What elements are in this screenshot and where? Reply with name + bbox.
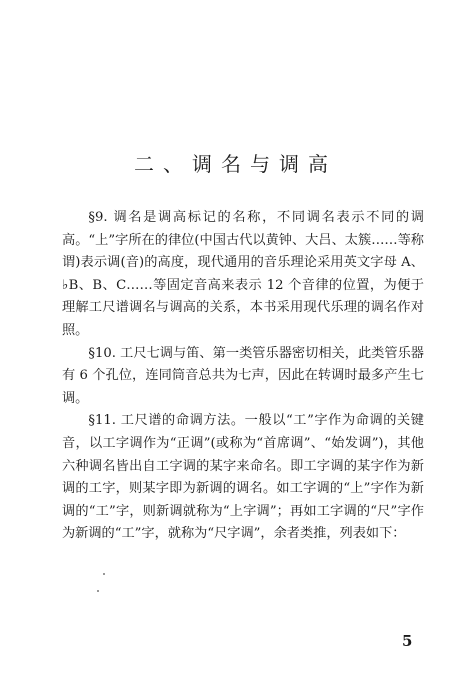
body-text — [62, 207, 424, 546]
section-title: 二、调名与调高 — [134, 152, 337, 176]
page-number: 5 — [402, 632, 413, 650]
paragraph-10: §10. 工尺七调与笛、第一类管乐器密切相关，此类管乐器有 6 个孔位，连同筒音总共为七声，因此在转调时最多产生七调。 — [62, 345, 424, 406]
scan-speck — [97, 590, 99, 592]
paragraph-11: §11. 工尺谱的命调方法。一般以“工”字作为命调的关键音，以工字调作为“正调”(或称为“首席调”、“始发调”)，其他六种调名皆出自工字调的某字来命名。即工字调的某字作为新调的工字，则某字即为新调的调名。如工字调的“上”字作为新调的“工”字，则新调就称为“上字调”；再如工字调的“尺”字作为新调的“工”字，就称为“尺字调”，余者类推，列表如下： — [62, 413, 424, 542]
scan-speck — [103, 573, 105, 575]
paragraph-9: §9. 调名是调高标记的名称，不同调名表示不同的调高。“上”字所在的律位(中国古代以黄钟、大吕、太簇……等称谓)表示调(音)的高度，现代通用的音乐理论采用英文字母 A、♭B、B、C……等固定音高来表示 12 个音律的位置，为便于理解工尺谱调名与调高的关系，本书采用现代乐理的调名作对照。 — [62, 210, 424, 338]
